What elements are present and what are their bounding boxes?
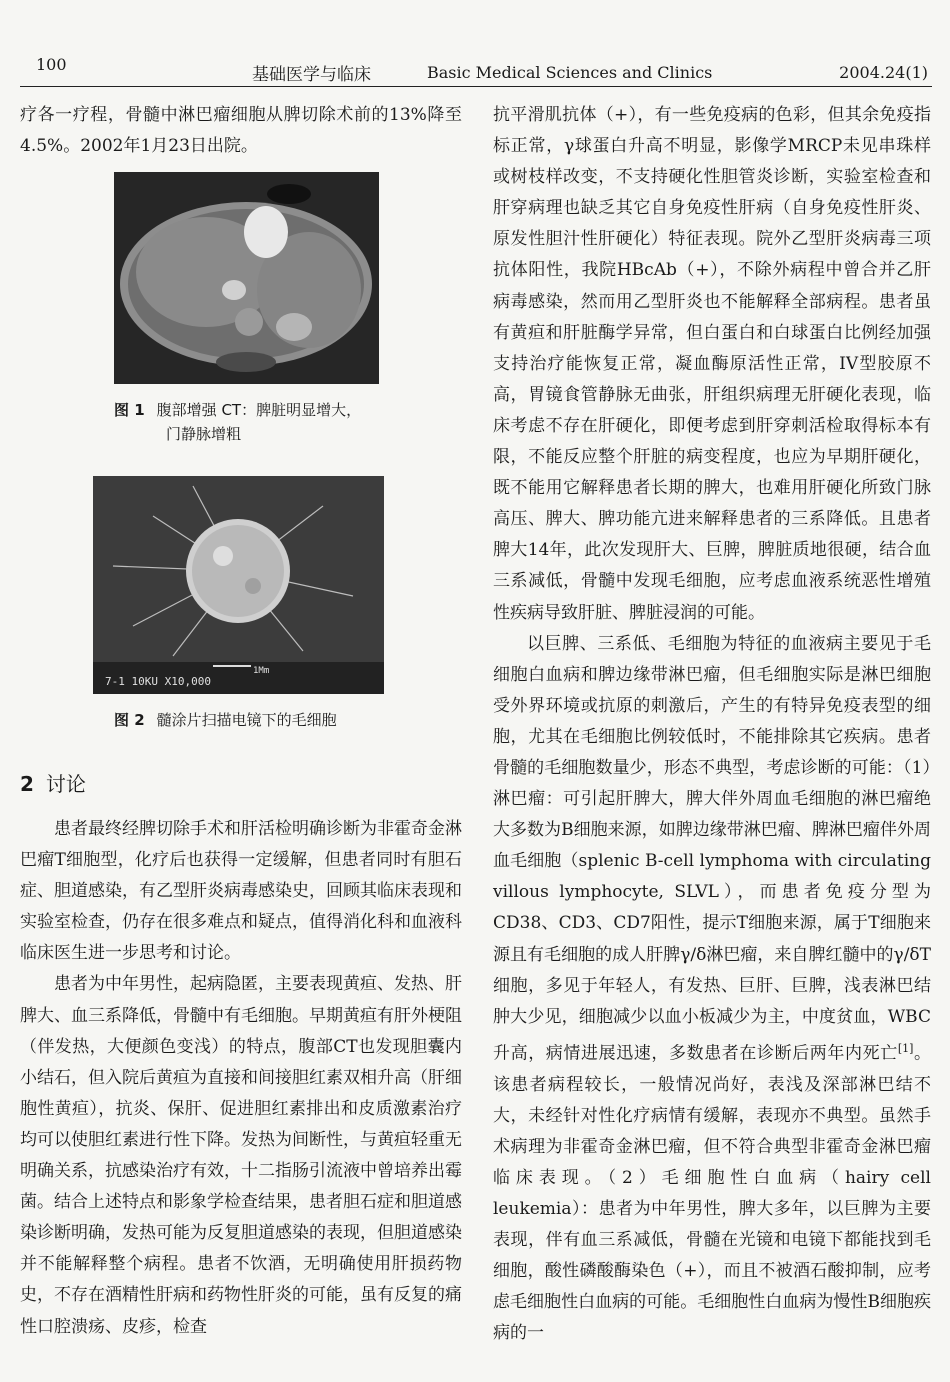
page-number: 100	[36, 55, 67, 74]
section-title: 讨论	[45, 772, 86, 796]
figure2-label: 图 2	[114, 711, 145, 729]
left-column-body	[20, 814, 462, 1343]
paragraph: 抗平滑肌抗体（+），有一些免疫病的色彩，但其余免疫指标正常，γ球蛋白升高不明显，影像学MRCP未见串珠样或树枝样改变，不支持硬化性胆管炎诊断，实验室检查和肝穿病理也缺乏其它自身免疫性肝病（自身免疫性肝炎、原发性胆汁性肝硬化）特征表现。院外乙型肝炎病毒三项抗体阳性，我院HBcAb（+），不除外病程中曾合并乙肝病毒感染，然而用乙型肝炎也不能解释全部病程。患者虽有黄疸和肝脏酶学异常，但白蛋白和白球蛋白比例经加强支持治疗能恢复正常，凝血酶原活性正常，IV型胶原不高，胃镜食管静脉无曲张，肝组织病理无肝硬化表现，临床考虑不存在肝硬化，即便考虑到肝穿刺活检取得标本有限，不能反应整个肝脏的病变程度，也应为早期肝硬化，既不能用它解释患者长期的脾大，也难用肝硬化所致门脉高压、脾大、脾功能亢进来解释患者的三系降低。且患者脾大14年，此次发现肝大、巨脾，脾脏质地很硬，结合血三系减低，骨髓中发现毛细胞，应考虑血液系统恶性增殖性疾病导致肝脏、脾脏浸润的可能。	[493, 105, 931, 623]
left-top-paragraph: 疗各一疗程，骨髓中淋巴瘤细胞从脾切除术前的13%降至4.5%。2002年1月23日出院。	[20, 105, 462, 157]
left-column-top	[20, 100, 462, 162]
paragraph: 患者最终经脾切除手术和肝活检明确诊断为非霍奇金淋巴瘤T细胞型，化疗后也获得一定缓解，但患者同时有胆石症、胆道感染，有乙型肝炎病毒感染史，回顾其临床表现和实验室检查，仍存在很多难点和疑点，值得消化科和血液科临床医生进一步思考和讨论。	[20, 819, 462, 964]
micrograph-label: 7-1 10KU X10,000	[105, 675, 211, 688]
sem-drawing	[93, 476, 384, 694]
page-header	[0, 0, 950, 86]
header-rule	[20, 86, 932, 87]
right-column	[493, 100, 931, 1349]
micrograph-scale: 1Mm	[253, 666, 270, 676]
figure1-label: 图 1	[114, 401, 145, 419]
section-heading	[20, 768, 86, 797]
sem-micrograph-image	[93, 476, 384, 694]
paragraph: 患者为中年男性，起病隐匿，主要表现黄疸、发热、肝脾大、血三系降低，骨髓中有毛细胞。早期黄疸有肝外梗阻（伴发热，大便颜色变浅）的特点，腹部CT也发现胆囊内小结石，但入院后黄疸为直接和间接胆红素双相升高（肝细胞性黄疸），抗炎、保肝、促进胆红素排出和皮质激素治疗均可以使胆红素进行性下降。发热为间断性，与黄疸轻重无明确关系，抗感染治疗有效，十二指肠引流液中曾培养出霉菌。结合上述特点和影象学检查结果，患者胆石症和胆道感染诊断明确，发热可能为反复胆道感染的表现，但胆道感染并不能解释整个病程。患者不饮酒，无明确使用肝损药物史，不存在酒精性肝病和药物性肝炎的可能，虽有反复的痛性口腔溃疡、皮疹，检查	[20, 974, 462, 1337]
citation-ref: [1]	[897, 1041, 914, 1055]
issue-info: 2004.24(1)	[839, 63, 928, 82]
paragraph	[493, 629, 931, 1350]
paragraph-text: 以巨脾、三系低、毛细胞为特征的血液病主要见于毛细胞白血病和脾边缘带淋巴瘤，但毛细胞实际是淋巴细胞受外界环境或抗原的刺激后，产生的有特异免疫表型的细胞，尤其在毛细胞比例较低时，不能排除其它疾病。患者骨髓的毛细胞数量少，形态不典型，考虑诊断的可能：（1）淋巴瘤：可引起肝脾大，脾大伴外周血毛细胞的淋巴瘤绝大多数为B细胞来源，如脾边缘带淋巴瘤、脾淋巴瘤伴外周血毛细胞（splenic B-cell lymphoma with circulating villous lymphocyte, SLVL），而患者免疫分型为CD38、CD3、CD7阳性，提示T细胞来源，属于T细胞来源且有毛细胞的成人肝脾γ/δ淋巴瘤，来自脾红髓中的γ/δT细胞，多见于年轻人，有发热、巨肝、巨脾，浅表淋巴结肿大少见，细胞减少以血小板减少为主，中度贫血，WBC升高，病情进展迅速，多数患者在诊断后两年内死亡	[493, 633, 931, 1064]
paragraph-text: 。该患者病程较长，一般情况尚好，表浅及深部淋巴结不大，未经针对性化疗病情有缓解，表现亦不典型。虽然手术病理为非霍奇金淋巴瘤，但不符合典型非霍奇金淋巴瘤临床表现。（2）毛细胞性白血病（hairy cell leukemia）：患者为中年男性，脾大多年，以巨脾为主要表现，伴有血三系减低，骨髓在光镜和电镜下都能找到毛细胞，酸性磷酸酶染色（+），而且不被酒石酸抑制，应考虑毛细胞性白血病的可能。毛细胞性白血病为慢性B细胞疾病的一	[493, 1043, 932, 1344]
figure1-caption	[114, 398, 384, 446]
ct-scan-drawing	[114, 172, 379, 384]
journal-title-cn: 基础医学与临床	[252, 65, 371, 85]
figure2-caption-text: 髓涂片扫描电镜下的毛细胞	[156, 711, 337, 729]
figure1-caption-line2: 门静脉增粗	[166, 425, 242, 443]
journal-title-en: Basic Medical Sciences and Clinics	[427, 63, 713, 82]
figure2-caption	[114, 708, 414, 732]
ct-scan-image	[114, 172, 379, 384]
figure1-caption-line1: 腹部增强 CT：脾脏明显增大，	[156, 401, 362, 419]
section-number: 2	[20, 772, 34, 796]
